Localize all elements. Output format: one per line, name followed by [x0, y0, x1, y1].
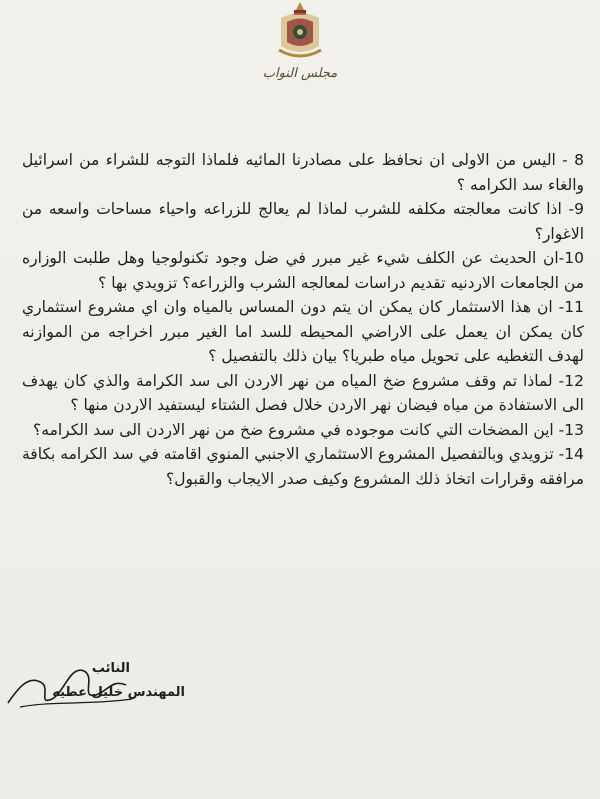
question-11: 11- ان هذا الاستثمار كان يمكن ان يتم دون المساس بالمياه وان اي مشروع استثماري كان يمكن ان يعمل على الاراضي المحيطه للسد اما الغير مبرر اخراجه من الموازنه لهدف التغطيه على تحويل مياه طبريا؟ بيان ذلك بالتفصيل ؟ — [22, 298, 584, 365]
question-12: 12- لماذا تم وقف مشروع ضخ المياه من نهر الاردن الى سد الكرامة والذي كان يهدف الى الاستفادة من مياه فيضان نهر الاردن خلال فصل الشتاء ليستفيد الاردن منها ؟ — [22, 371, 584, 414]
question-8: 8 - اليس من الاولى ان نحافظ على مصادرنا المائيه فلماذا التوجه للشراء من اسرائيل والغاء سد الكرامه ؟ — [22, 151, 584, 194]
signatory-title: النائب — [91, 661, 130, 676]
handwritten-signature — [0, 655, 140, 715]
council-name: مجلس النواب — [262, 66, 338, 81]
coat-of-arms-icon — [275, 0, 325, 62]
letterhead — [250, 0, 350, 95]
question-9: 9- اذا كانت معالجته مكلفه للشرب لماذا لم يعالج للزراعه واحياء مساحات واسعه من الاغوار؟ — [22, 200, 584, 243]
question-10: 10-ان الحديث عن الكلف شيء غير مبرر في ضل وجود تكنولوجيا وهل طلبت الوزاره من الجامعات الاردنيه تقديم دراسات لمعالجه الشرب والزراعه؟ تزويدي بها ؟ — [22, 249, 584, 292]
question-13: 13- اين المضخات التي كانت موجوده في مشروع ضخ من نهر الاردن الى سد الكرامه؟ — [33, 420, 584, 439]
question-14: 14- تزويدي وبالتفصيل المشروع الاستثماري الاجنبي المنوي اقامته في سد الكرامه بكافة مرافقه وقرارات اتخاذ ذلك المشروع وكيف صدر الايجاب والقبول؟ — [22, 445, 584, 488]
signature-block — [0, 655, 200, 715]
signatory-name: المهندس خليل عطيه — [52, 685, 185, 700]
questions-list — [22, 148, 584, 491]
